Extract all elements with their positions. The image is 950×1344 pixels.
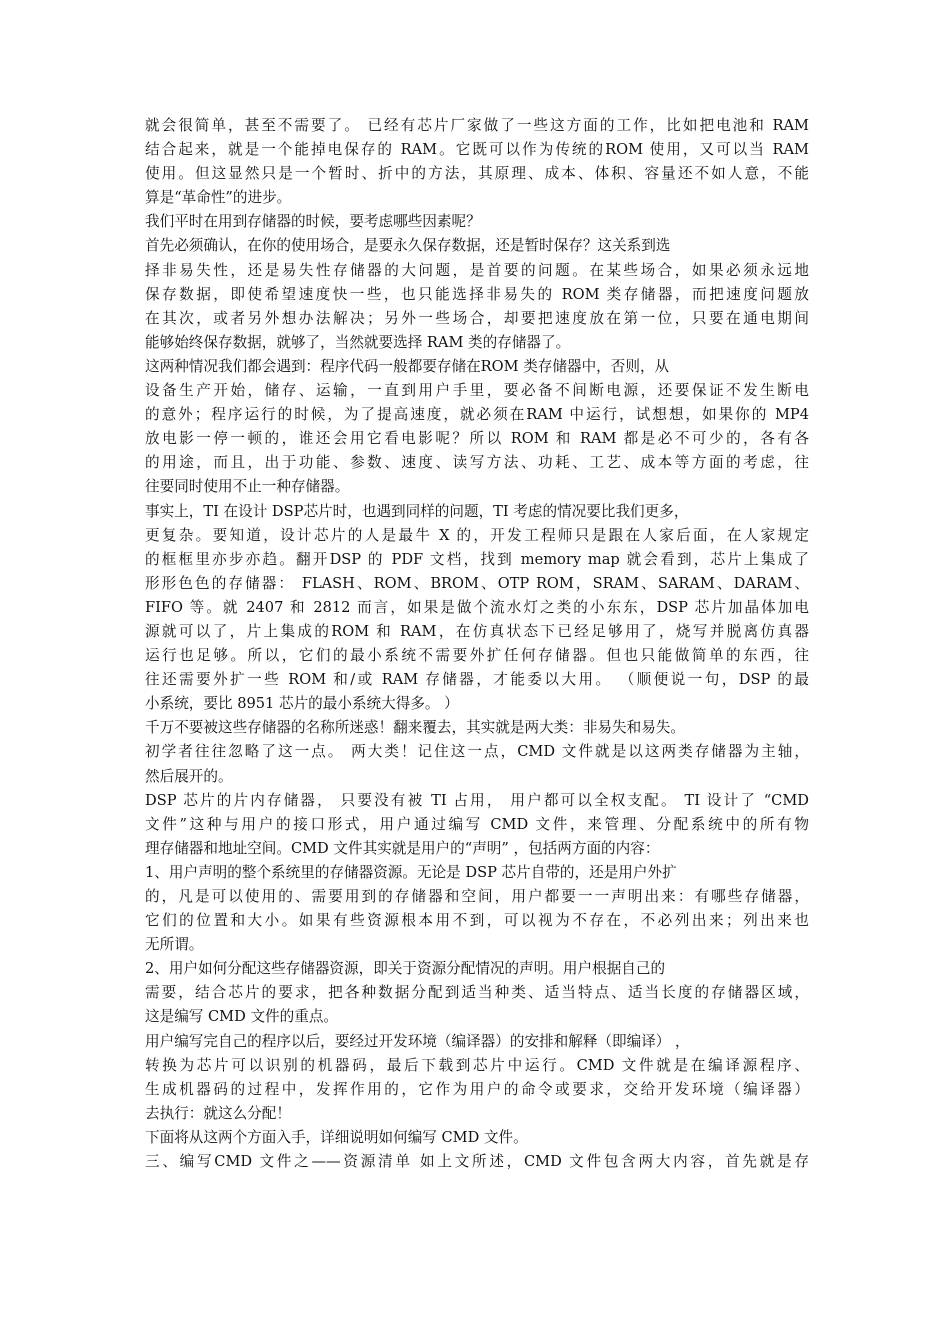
text-line: 转换为芯片可以识别的机器码，最后下载到芯片中运行。CMD 文件就是在编译源程序、 <box>145 1056 809 1074</box>
text-line: 保存数据，即使希望速度快一些，也只能选择非易失的 ROM 类存储器，而把速度问题放 <box>145 285 809 303</box>
text-line: 我们平时在用到存储器的时候，要考虑哪些因素呢？ <box>145 213 481 231</box>
text-line: 生成机器码的过程中，发挥作用的，它作为用户的命令或要求，交给开发环境（编译器） <box>145 1080 809 1098</box>
text-line: 2、用户如何分配这些存储器资源，即关于资源分配情况的声明。用户根据自己的 <box>145 960 666 978</box>
text-line: 然后展开的。 <box>145 767 233 785</box>
text-line: 1、用户声明的整个系统里的存储器资源。无论是 DSP 芯片自带的，还是用户外扩 <box>145 863 677 881</box>
text-line: 事实上，TI 在设计 DSP芯片时，也遇到同样的问题，TI 考虑的情况要比我们更多， <box>145 502 689 520</box>
text-line: 首先必须确认，在你的使用场合，是要永久保存数据，还是暂时保存？这关系到选 <box>145 237 671 255</box>
text-line: 初学者往往忽略了这一点。 两大类！记住这一点，CMD 文件就是以这两类存储器为主轴， <box>145 743 809 761</box>
text-line: DSP 芯片的片内存储器， 只要没有被 TI 占用， 用户都可以全权支配。 TI 设计了 “CMD <box>145 791 809 809</box>
text-line: 下面将从这两个方面入手，详细说明如何编写 CMD 文件。 <box>145 1128 528 1146</box>
text-line: 这两种情况我们都会遇到：程序代码一般都要存储在ROM 类存储器中，否则，从 <box>145 357 670 375</box>
text-line: 择非易失性，还是易失性存储器的大问题，是首要的问题。在某些场合，如果必须永远地 <box>145 261 809 279</box>
text-line: 使用。但这显然只是一个暂时、折中的方法，其原理、成本、体积、容量还不如人意，不能 <box>145 165 809 183</box>
text-line: 无所谓。 <box>145 936 204 954</box>
text-line: 更复杂。要知道，设计芯片的人是最牛 X 的，开发工程师只是跟在人家后面，在人家规定 <box>145 526 809 544</box>
text-line: 的用途，而且，出于功能、参数、速度、读写方法、功耗、工艺、成本等方面的考虑，往 <box>145 454 809 472</box>
text-line: 这是编写 CMD 文件的重点。 <box>145 1008 339 1026</box>
text-line: 用户编写完自己的程序以后，要经过开发环境（编译器）的安排和解释（即编译） ， <box>145 1032 690 1050</box>
text-line: 小系统，要比 8951 芯片的最小系统大得多。 ） <box>145 695 459 713</box>
text-line: 的，凡是可以使用的、需要用到的存储器和空间，用户都要一一声明出来：有哪些存储器， <box>145 888 809 905</box>
text-line: 三、编写CMD 文件之——资源清单 如上文所述，CMD 文件包含两大内容，首先就是存 <box>145 1153 809 1171</box>
text-line: 能够始终保存数据，就够了，当然就要选择 RAM 类的存储器了。 <box>145 333 571 351</box>
text-line: 文件”这种与用户的接口形式，用户通过编写 CMD 文件，来管理、分配系统中的所有物 <box>145 815 809 833</box>
text-line: 结合起来，就是一个能掉电保存的 RAM。它既可以作为传统的ROM 使用，又可以当 RAM <box>145 141 809 159</box>
text-line: 源就可以了，片上集成的ROM 和 RAM，在仿真状态下已经足够用了，烧写并脱离仿真器 <box>145 622 809 640</box>
text-line: 它们的位置和大小。如果有些资源根本用不到，可以视为不存在，不必列出来；列出来也 <box>145 912 809 930</box>
text-line: 的意外；程序运行的时候，为了提高速度，就必须在RAM 中运行，试想想，如果你的 MP4 <box>145 406 809 424</box>
text-line: 在其次，或者另外想办法解决；另外一些场合，却要把速度放在第一位，只要在通电期间 <box>145 309 809 327</box>
text-line: 理存储器和地址空间。CMD 文件其实就是用户的“声明” ，包括两方面的内容： <box>145 839 660 857</box>
text-line: 往要同时使用不止一种存储器。 <box>145 478 350 496</box>
text-line: 设备生产开始，储存、运输，一直到用户手里，要必备不间断电源，还要保证不发生断电 <box>145 382 809 400</box>
text-line: 去执行：就这么分配！ <box>145 1104 291 1122</box>
document-body <box>145 114 809 1174</box>
text-line: 算是“革命性”的进步。 <box>145 189 292 207</box>
text-line: 形形色色的存储器： FLASH、ROM、BROM、OTP ROM，SRAM、SARAM、DARAM、 <box>145 574 809 592</box>
text-line: 放电影一停一顿的，谁还会用它看电影呢？所以 ROM 和 RAM 都是必不可少的，各有各 <box>145 430 809 448</box>
text-line: 运行也足够。所以，它们的最小系统不需要外扩任何存储器。但也只能做简单的东西，往 <box>145 647 809 665</box>
text-line: 需要，结合芯片的要求，把各种数据分配到适当种类、适当特点、适当长度的存储器区域， <box>145 984 809 1002</box>
text-line: 千万不要被这些存储器的名称所迷惑！翻来覆去，其实就是两大类：非易失和易失。 <box>145 719 685 737</box>
text-line: 就会很简单，甚至不需要了。 已经有芯片厂家做了一些这方面的工作，比如把电池和 RAM <box>145 117 809 134</box>
text-line: FIFO 等。就 2407 和 2812 而言，如果是做个流水灯之类的小东东，DSP 芯片加晶体加电 <box>145 598 809 616</box>
text-line: 的框框里亦步亦趋。翻开DSP 的 PDF 文档，找到 memory map 就会看到，芯片上集成了 <box>145 550 809 568</box>
text-line: 往还需要外扩一些 ROM 和/或 RAM 存储器，才能委以大用。 （顺便说一句，DSP 的最 <box>145 671 809 689</box>
